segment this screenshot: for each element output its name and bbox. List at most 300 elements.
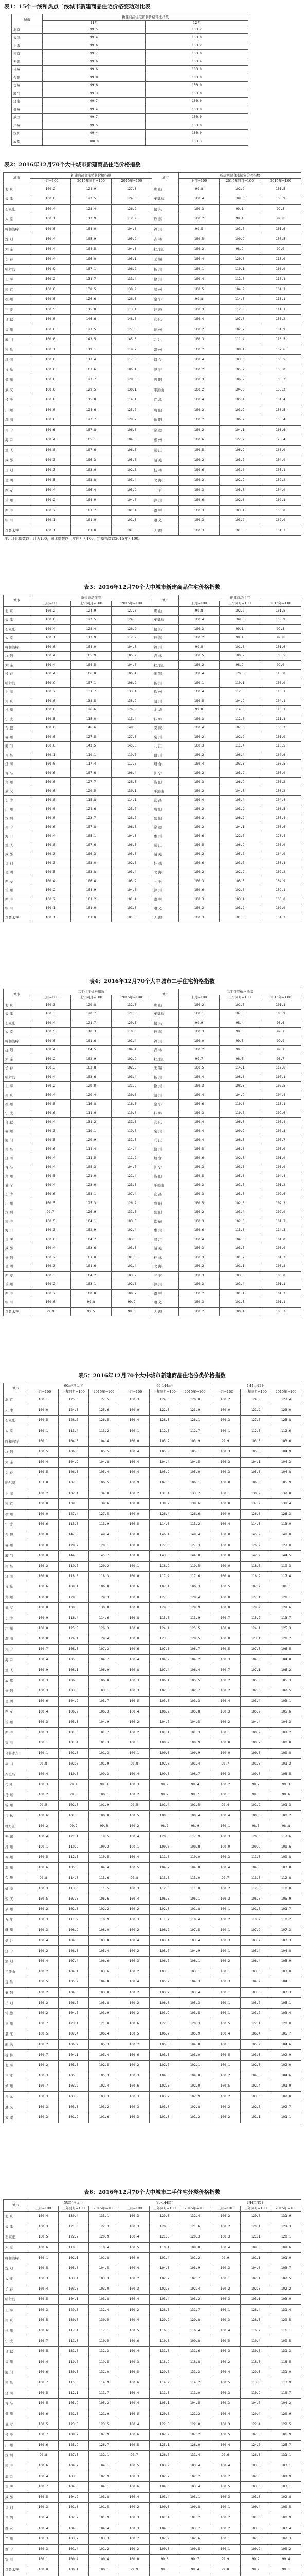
- value-cell: 102.0: [220, 1217, 260, 1226]
- value-cell: 120.5: [220, 255, 260, 265]
- value-cell: 100.3: [179, 1244, 220, 1253]
- value-cell: 101.9: [260, 733, 301, 742]
- value-cell: 100.5: [28, 2346, 59, 2357]
- table6: [3, 2199, 301, 2576]
- table3-sub-2: 上年同月=100: [71, 601, 112, 606]
- table-row: [4, 455, 301, 466]
- table-row: [4, 1082, 301, 1091]
- table-row: [4, 335, 301, 345]
- value-cell: 100.4: [179, 670, 220, 679]
- value-cell: 100.5: [119, 1811, 150, 1821]
- city-cell: 武 汉: [4, 1181, 30, 1190]
- city-cell: 大 理: [152, 913, 179, 922]
- value-cell: 104.8: [89, 1457, 119, 1467]
- table-row: [4, 715, 301, 724]
- value-cell: 131.8: [112, 1118, 152, 1127]
- value-cell: 148.6: [112, 315, 152, 325]
- city-cell: 太 原: [4, 634, 30, 643]
- city-cell: 南 宁: [4, 425, 30, 435]
- value-cell: 106.9: [220, 445, 260, 455]
- value-cell: 100.3: [179, 1280, 220, 1290]
- value-cell: 103.2: [59, 2081, 89, 2091]
- value-cell: 105.2: [112, 652, 152, 661]
- value-cell: 111.1: [260, 304, 301, 315]
- value-cell: 101.3: [59, 1811, 89, 1821]
- value-cell: 107.9: [150, 2430, 180, 2440]
- table6-col-city: 城市: [4, 2199, 28, 2211]
- value-cell: 100.4: [179, 616, 220, 625]
- table5-section: [0, 1373, 304, 2123]
- value-cell: 99.9: [260, 1037, 301, 1046]
- value-cell: 108.4: [220, 751, 260, 760]
- value-cell: 100.6: [30, 1109, 71, 1118]
- value-cell: 124.9: [71, 184, 112, 194]
- value-cell: 100.2: [30, 1082, 71, 1091]
- value-cell: 100.0: [210, 1592, 241, 1603]
- value-cell: 103.0: [180, 2050, 210, 2060]
- value-cell: 107.7: [260, 1136, 301, 1145]
- value-cell: 106.5: [89, 1478, 119, 1488]
- table-row: [4, 1073, 301, 1082]
- value-cell: 110.9: [241, 1914, 271, 1925]
- table-row: [4, 624, 301, 634]
- value-cell: 100.0: [30, 295, 71, 305]
- value-cell: 100.2: [179, 1001, 220, 1010]
- value-cell: 128.4: [241, 2305, 271, 2315]
- city-cell: 秦皇岛: [152, 1010, 179, 1019]
- value-cell: 99.5: [119, 1800, 150, 1810]
- value-cell: 107.3: [271, 1925, 301, 1936]
- value-cell: 132.4: [89, 2305, 119, 2315]
- value-cell: 100.4: [210, 2326, 241, 2336]
- value-cell: 100.3: [179, 485, 220, 496]
- value-cell: 112.0: [220, 275, 260, 285]
- table-row: [4, 2102, 301, 2112]
- value-cell: 127.5: [71, 733, 112, 742]
- value-cell: 100.3: [119, 2471, 150, 2482]
- city-cell: 上 海: [4, 275, 30, 285]
- table5-sub-5: 上年同月=100: [150, 1389, 180, 1395]
- city-cell: 大 连: [4, 244, 30, 255]
- value-cell: 105.0: [180, 1467, 210, 1478]
- value-cell: 120.5: [220, 670, 260, 679]
- value-cell: 104.0: [241, 2263, 271, 2274]
- city-cell: 襄 阳: [4, 1988, 28, 1998]
- value-cell: 110.4: [241, 2336, 271, 2346]
- value-cell: 100.3: [30, 455, 71, 466]
- value-cell: 99.7: [179, 1055, 220, 1064]
- value-cell: 112.9: [71, 214, 112, 225]
- city-cell: 银 川: [4, 904, 30, 913]
- table-row: [4, 679, 301, 688]
- value-cell: 128.3: [150, 1415, 180, 1426]
- city-cell: 深 圳: [4, 1208, 30, 1217]
- city-cell: 福 州: [4, 733, 30, 742]
- value-cell: 100.0: [119, 2253, 150, 2263]
- value-cell: 102.8: [112, 859, 152, 868]
- value-cell: 99.3: [89, 1821, 119, 1832]
- table-row: [12, 82, 248, 90]
- value-cell: 104.5: [180, 1717, 210, 1727]
- city-cell: 海 口: [4, 435, 30, 446]
- value-cell: 100.4: [28, 2357, 59, 2367]
- value-cell: 105.0: [220, 877, 260, 886]
- value-cell: 99.8: [28, 1873, 59, 1884]
- table-row: [4, 742, 301, 751]
- value-cell: 101.0: [271, 2253, 301, 2263]
- table2-sub-1: 上月=100: [30, 178, 71, 184]
- value-cell: 99.9: [210, 2554, 241, 2565]
- city-cell: 海 口: [4, 2471, 28, 2482]
- table2-sub-2: 2015年同月=100: [71, 178, 112, 184]
- table2-group-left: 新建商品住宅销售价格指数: [30, 172, 152, 178]
- value-cell: 119.0: [112, 1127, 152, 1136]
- value-cell: 100.4: [30, 1244, 71, 1253]
- value-cell: 100.3: [210, 2263, 241, 2274]
- table2-sub-6: 2015年=100: [260, 178, 301, 184]
- value-cell: 100.3: [30, 1226, 71, 1235]
- value-cell: 107.6: [71, 769, 112, 778]
- value-cell: 100.5: [179, 652, 220, 661]
- city-cell: 常 德: [152, 1217, 179, 1226]
- value-cell: 122.5: [71, 616, 112, 625]
- value-cell: 105.0: [220, 485, 260, 496]
- value-cell: 100.0: [43, 138, 146, 146]
- city-cell: 金 华: [152, 706, 179, 715]
- table-row: [4, 1998, 301, 2008]
- table-row: [4, 1977, 301, 1988]
- value-cell: 108.7: [180, 1769, 210, 1780]
- value-cell: 105.9: [180, 2029, 210, 2039]
- city-cell: 沈 阳: [4, 652, 30, 661]
- city-cell: 烟 台: [152, 355, 179, 365]
- value-cell: 104.9: [241, 1977, 271, 1988]
- city-cell: 唐 山: [152, 606, 179, 616]
- table4-body: [4, 1001, 301, 1316]
- value-cell: 100.0: [30, 335, 71, 345]
- value-cell: 125.5: [180, 1623, 210, 1634]
- value-cell: 102.3: [260, 1199, 301, 1208]
- value-cell: 112.6: [271, 1426, 301, 1436]
- value-cell: 100.3: [119, 2357, 150, 2367]
- value-cell: 110.0: [112, 1109, 152, 1118]
- value-cell: 103.4: [271, 2523, 301, 2534]
- value-cell: 98.6: [260, 1019, 301, 1028]
- value-cell: 130.0: [59, 2315, 89, 2326]
- value-cell: 110.1: [150, 2243, 180, 2253]
- value-cell: 104.1: [220, 425, 260, 435]
- value-cell: 115.8: [71, 796, 112, 805]
- table-row: [4, 832, 301, 841]
- value-cell: 100.6: [119, 2050, 150, 2060]
- table-row: [4, 1655, 301, 1665]
- value-cell: 121.7: [71, 1019, 112, 1028]
- value-cell: 120.5: [112, 1019, 152, 1028]
- value-cell: 100.6: [179, 832, 220, 841]
- value-cell: 103.6: [271, 1436, 301, 1447]
- value-cell: 101.0: [241, 2513, 271, 2523]
- value-cell: 98.9: [241, 2565, 271, 2575]
- value-cell: 104.2: [59, 2492, 89, 2502]
- value-cell: 104.0: [112, 642, 152, 652]
- value-cell: 112.3: [241, 1884, 271, 1894]
- value-cell: 109.3: [150, 1769, 180, 1780]
- value-cell: 100.0: [210, 1405, 241, 1415]
- city-cell: 吉 林: [152, 652, 179, 661]
- value-cell: 99.8: [119, 1873, 150, 1884]
- table-row: [4, 1551, 301, 1561]
- value-cell: 125.6: [89, 1405, 119, 1415]
- value-cell: 101.4: [59, 2544, 89, 2554]
- value-cell: 105.9: [271, 1478, 301, 1488]
- city-cell: 扬 州: [152, 264, 179, 275]
- table3-sub-3: 2015年=100: [112, 601, 152, 606]
- value-cell: 103.0: [71, 465, 112, 476]
- value-cell: 102.8: [112, 465, 152, 476]
- value-cell: 100.9: [30, 679, 71, 688]
- value-cell: 108.4: [220, 345, 260, 355]
- table-row: [4, 1665, 301, 1675]
- value-cell: 108.0: [89, 1925, 119, 1936]
- value-cell: 103.0: [260, 1163, 301, 1172]
- city-cell: 贵 阳: [4, 1253, 30, 1262]
- city-cell: 杭 州: [4, 1100, 30, 1109]
- value-cell: 102.2: [220, 606, 260, 616]
- value-cell: 100.1: [179, 264, 220, 275]
- value-cell: 122.1: [241, 2019, 271, 2029]
- value-cell: 100.3: [179, 624, 220, 634]
- value-cell: 103.3: [59, 2060, 89, 2071]
- city-cell: 厦 门: [4, 2367, 28, 2378]
- value-cell: 100.3: [210, 1852, 241, 1862]
- value-cell: 100.3: [119, 1395, 150, 1405]
- city-cell: 北 海: [4, 2060, 28, 2071]
- city-cell: 徐 州: [152, 1082, 179, 1091]
- value-cell: 100.2: [119, 2008, 150, 2019]
- value-cell: 100.5: [28, 1467, 59, 1478]
- city-cell: 成 都: [4, 1675, 28, 1686]
- value-cell: 105.9: [59, 1977, 89, 1988]
- value-cell: 106.8: [112, 425, 152, 435]
- table-row: [4, 2315, 301, 2326]
- value-cell: 100.0: [119, 1530, 150, 1540]
- value-cell: 112.5: [59, 1852, 89, 1862]
- city-cell: 长 沙: [4, 1190, 30, 1199]
- table-row: [4, 2430, 301, 2440]
- value-cell: 125.9: [59, 2440, 89, 2450]
- value-cell: 102.9: [220, 476, 260, 486]
- value-cell: 122.5: [271, 2419, 301, 2430]
- value-cell: 102.5: [271, 1686, 301, 1696]
- value-cell: 105.9: [112, 485, 152, 496]
- city-cell: 西 安: [4, 1707, 28, 1717]
- value-cell: 99.7: [210, 1759, 241, 1769]
- value-cell: 106.5: [112, 841, 152, 850]
- city-cell: 平顶山: [4, 1967, 28, 1977]
- city-cell: 兰 州: [4, 1717, 28, 1727]
- table-row: [4, 2008, 301, 2019]
- value-cell: 100.6: [28, 2326, 59, 2336]
- value-cell: 100.3: [179, 1217, 220, 1226]
- table-row: [4, 1217, 301, 1226]
- table-row: [4, 2357, 301, 2367]
- value-cell: 100.5: [119, 2461, 150, 2471]
- value-cell: 101.1: [241, 2253, 271, 2263]
- value-cell: 127.4: [59, 1509, 89, 1519]
- value-cell: 122.7: [220, 832, 260, 841]
- value-cell: 100.4: [179, 355, 220, 365]
- value-cell: 103.8: [89, 2295, 119, 2305]
- value-cell: 102.1: [180, 2060, 210, 2071]
- value-cell: 100.7: [28, 2378, 59, 2388]
- value-cell: 100.6: [119, 1582, 150, 1592]
- value-cell: 113.0: [271, 1519, 301, 1530]
- city-cell: 厦 门: [4, 742, 30, 751]
- value-cell: 99.7: [180, 1790, 210, 1800]
- value-cell: 99.5: [43, 26, 146, 34]
- table-row: [4, 2112, 301, 2123]
- value-cell: 103.4: [150, 2295, 180, 2305]
- value-cell: 100.1: [210, 2502, 241, 2513]
- value-cell: 100.1: [89, 1790, 119, 1800]
- table-row: [4, 2232, 301, 2242]
- city-cell: 乌鲁木齐: [4, 526, 30, 536]
- value-cell: 100.8: [271, 1738, 301, 1748]
- value-cell: 124.4: [59, 1634, 89, 1644]
- value-cell: 129.9: [71, 1136, 112, 1145]
- city-cell: 长 春: [4, 670, 30, 679]
- value-cell: 116.8: [71, 1100, 112, 1109]
- value-cell: 103.0: [89, 2284, 119, 2294]
- value-cell: 102.7: [150, 2274, 180, 2284]
- value-cell: 103.3: [112, 1244, 152, 1253]
- table5-sub-1: 上月=100: [28, 1389, 59, 1395]
- value-cell: 100.6: [241, 1748, 271, 1758]
- value-cell: 100.6: [28, 2367, 59, 2378]
- table-row: [4, 2378, 301, 2388]
- value-cell: 123.5: [150, 1634, 180, 1644]
- city-cell: 南 京: [4, 697, 30, 706]
- value-cell: 103.0: [241, 2092, 271, 2102]
- value-cell: 138.5: [71, 697, 112, 706]
- value-cell: 100.5: [28, 2295, 59, 2305]
- value-cell: 99.3: [271, 1780, 301, 1790]
- value-cell: 100.7: [210, 1665, 241, 1675]
- value-cell: 112.9: [71, 634, 112, 643]
- value-cell: 100.0: [210, 1530, 241, 1540]
- city-cell: 温 州: [152, 284, 179, 295]
- value-cell: 103.6: [150, 1696, 180, 1706]
- value-cell: 101.0: [112, 913, 152, 922]
- value-cell: 101.2: [260, 1181, 301, 1190]
- value-cell: 100.2: [179, 415, 220, 426]
- value-cell: 100.5: [119, 1862, 150, 1873]
- value-cell: 138.5: [71, 284, 112, 295]
- value-cell: 103.3: [59, 2284, 89, 2294]
- value-cell: 106.2: [220, 814, 260, 823]
- city-cell: 无锡: [12, 58, 43, 66]
- city-cell: 北 海: [152, 1262, 179, 1272]
- value-cell: 149.4: [89, 1530, 119, 1540]
- value-cell: 109.5: [271, 2336, 301, 2346]
- value-cell: 100.9: [30, 264, 71, 275]
- value-cell: 100.3: [179, 904, 220, 913]
- value-cell: 120.5: [150, 2222, 180, 2232]
- value-cell: 100.1: [210, 1790, 241, 1800]
- value-cell: 118.0: [260, 255, 301, 265]
- value-cell: 103.4: [271, 2008, 301, 2019]
- value-cell: 119.7: [59, 1561, 89, 1571]
- value-cell: 101.7: [89, 1727, 119, 1738]
- table6-sub-3: 2015年=100: [89, 2206, 119, 2211]
- table1-col-dec: 12月: [146, 20, 248, 26]
- table3-sub-5: 上年同月=100: [220, 601, 260, 606]
- table-row: [4, 2367, 301, 2378]
- value-cell: 124.7: [241, 2440, 271, 2450]
- value-cell: 106.6: [241, 1478, 271, 1488]
- table4-sub-3: 2015年=100: [112, 995, 152, 1001]
- table-row: [4, 234, 301, 245]
- value-cell: 106.9: [220, 375, 260, 385]
- value-cell: 107.6: [59, 1478, 89, 1488]
- value-cell: 100.2: [146, 26, 248, 34]
- value-cell: 100.2: [179, 634, 220, 643]
- value-cell: 100.2: [179, 455, 220, 466]
- value-cell: 98.9: [220, 660, 260, 670]
- table-row: [12, 50, 248, 58]
- city-cell: 南 京: [4, 284, 30, 295]
- city-cell: 遵 义: [4, 2102, 28, 2112]
- value-cell: 138.9: [112, 697, 152, 706]
- value-cell: 105.0: [59, 2263, 89, 2274]
- value-cell: 100.2: [210, 1686, 241, 1696]
- value-cell: 99.8: [89, 1780, 119, 1790]
- value-cell: 117.4: [271, 1571, 301, 1582]
- value-cell: 103.6: [260, 425, 301, 435]
- value-cell: 100.0: [119, 1405, 150, 1415]
- value-cell: 133.2: [180, 1488, 210, 1499]
- value-cell: 115.6: [59, 1519, 89, 1530]
- value-cell: 117.4: [71, 760, 112, 769]
- value-cell: 100.4: [30, 1046, 71, 1055]
- city-cell: 遵 义: [152, 904, 179, 913]
- value-cell: 99.9: [210, 1436, 241, 1447]
- value-cell: 110.8: [220, 1100, 260, 1109]
- table-row: [4, 1499, 301, 1509]
- city-cell: 成 都: [4, 1244, 30, 1253]
- value-cell: 100.0: [146, 122, 248, 130]
- table-row: [4, 760, 301, 769]
- value-cell: 104.1: [89, 2461, 119, 2471]
- value-cell: 103.8: [150, 1967, 180, 1977]
- value-cell: 127.5: [112, 325, 152, 335]
- table-row: [4, 1271, 301, 1280]
- city-cell: 襄 阳: [152, 1199, 179, 1208]
- value-cell: 113.3: [59, 1884, 89, 1894]
- value-cell: 114.2: [180, 2378, 210, 2388]
- value-cell: 101.3: [150, 2112, 180, 2123]
- value-cell: 100.4: [30, 624, 71, 634]
- value-cell: 131.7: [180, 2305, 210, 2315]
- value-cell: 103.7: [150, 1988, 180, 1998]
- city-cell: 太 原: [4, 1426, 28, 1436]
- value-cell: 114.5: [241, 1519, 271, 1530]
- value-cell: 101.3: [260, 1253, 301, 1262]
- table4-sub-1: 上月=100: [30, 995, 71, 1001]
- value-cell: 116.1: [271, 2326, 301, 2336]
- value-cell: 106.9: [271, 2430, 301, 2440]
- value-cell: 112.8: [220, 304, 260, 315]
